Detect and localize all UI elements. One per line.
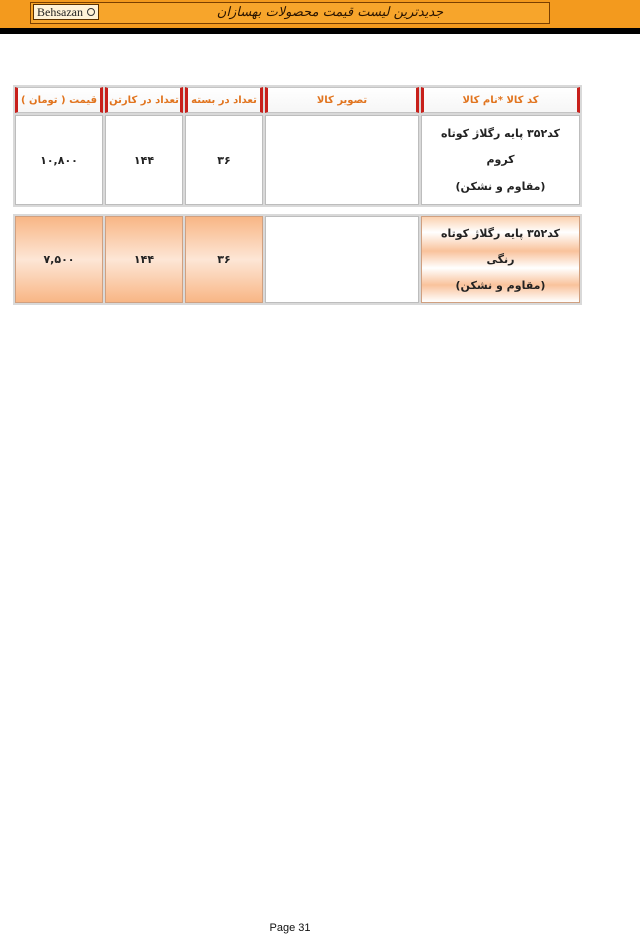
brand-logo — [33, 4, 99, 20]
col-header-per-pack: تعداد در بسته — [185, 87, 263, 113]
per-pack-value: ۳۶ — [185, 115, 263, 205]
page-number: Page 31 — [269, 922, 311, 934]
col-header-code-name: کد کالا *نام کالا — [421, 87, 580, 113]
product-title: کد۳۵۲ پایه رگلاژ کوتاه — [441, 227, 560, 241]
product-name-cell — [421, 115, 580, 205]
product-variant: رنگی — [486, 252, 515, 266]
product-image — [265, 216, 419, 303]
product-name-cell — [421, 216, 580, 303]
col-header-image: تصویر کالا — [265, 87, 419, 113]
price-value: ۱۰,۸۰۰ — [15, 115, 103, 205]
header-divider — [0, 28, 640, 34]
col-header-price: قیمت ( تومان ) — [15, 87, 103, 113]
per-carton-value: ۱۴۴ — [105, 216, 183, 303]
price-table-2 — [13, 214, 582, 305]
per-pack-value: ۳۶ — [185, 216, 263, 303]
page-title: جدیدترین لیست قیمت محصولات بهسازان — [216, 5, 444, 20]
product-title: کد۳۵۲ پایه رگلاژ کوتاه — [441, 126, 560, 140]
product-note: (مقاوم و نشکن) — [455, 180, 546, 194]
price-table-1 — [13, 85, 582, 207]
logo-text: Behsazan — [37, 5, 83, 19]
product-note: (مقاوم و نشکن) — [455, 278, 546, 292]
per-carton-value: ۱۴۴ — [105, 115, 183, 205]
product-image — [265, 115, 419, 205]
product-variant: کروم — [486, 153, 515, 167]
price-value: ۷,۵۰۰ — [15, 216, 103, 303]
header-band — [0, 0, 640, 28]
col-header-per-carton: تعداد در کارتن — [105, 87, 183, 113]
logo-emblem-icon — [87, 8, 95, 16]
